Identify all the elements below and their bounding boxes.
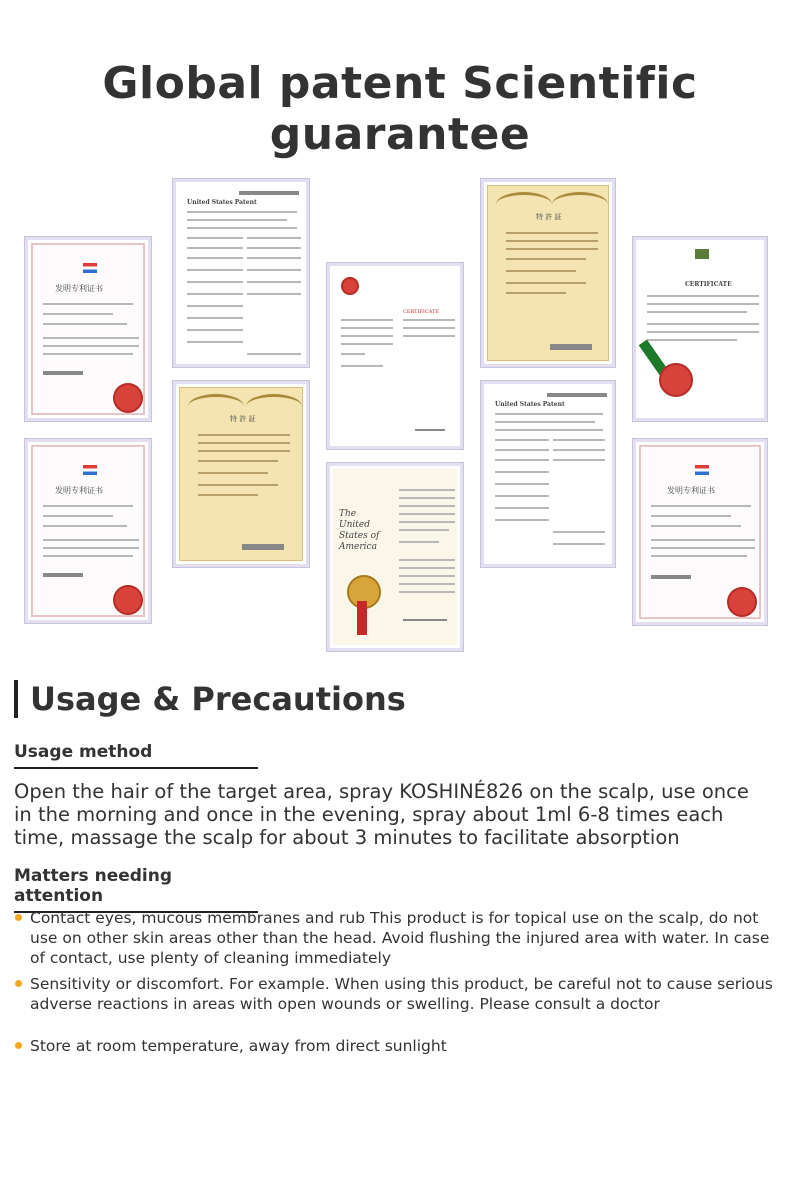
certificate-cn-patent-2 (24, 438, 152, 624)
list-item-text: Sensitivity or discomfort. For example. When using this product, be careful not to cause serious adverse reactions in areas with open wounds or swelling. Please consult a doctor (30, 975, 773, 1013)
certificate-za (632, 236, 768, 422)
certificate-heading: 发明专利证书 (55, 284, 103, 293)
red-seal-icon (659, 363, 693, 397)
certificate-us-patent-2 (480, 380, 616, 568)
certificate-us-america-cover (326, 462, 464, 652)
certificate-heading: The United States of America (339, 509, 380, 552)
list-item-text: Contact eyes, mucous membranes and rub This product is for topical use on the scalp, do not use on other skin areas other than the head. Avoid flushing the injured area with water. In case of contact, use plenty of cleaning immediately (30, 909, 770, 967)
logo-icon (695, 465, 709, 475)
certificate-heading: United States Patent (187, 199, 257, 206)
certificate-jp-patent-1 (480, 178, 616, 368)
certificate-heading: CERTIFICATE (685, 281, 732, 288)
bullet-icon (15, 1042, 22, 1049)
certificate-us-patent-1 (172, 178, 310, 368)
certificate-heading: CERTIFICATE (403, 309, 440, 315)
bullet-icon (15, 914, 22, 921)
logo-icon (341, 277, 359, 295)
certificate-heading: 特 許 証 (230, 415, 256, 423)
usage-method-title: Usage method (14, 742, 258, 769)
certificate-cn-patent-1 (24, 236, 152, 422)
page-title: Global patent Scientific guarantee (102, 58, 698, 160)
list-item (14, 1036, 784, 1056)
usage-method-text: Open the hair of the target area, spray KOSHINÉ826 on the scalp, use once in the morning and once in the evening, spray about 1ml 6-8 times each time, massage the scalp for about 3 minutes to facilitate absorption (14, 780, 749, 849)
attention-title: Matters needing attention (14, 866, 258, 913)
section-title: Usage & Precautions (14, 680, 406, 718)
red-seal-icon (113, 585, 143, 615)
red-seal-icon (113, 383, 143, 413)
certificate-heading: 特 許 証 (536, 213, 562, 221)
red-seal-icon (727, 587, 757, 617)
list-item (14, 974, 784, 1014)
ribbon-icon (357, 601, 367, 635)
logo-icon (83, 263, 97, 273)
certificate-us-patent-cover (326, 262, 464, 450)
certificate-heading: 发明专利证书 (667, 486, 715, 495)
logo-icon (83, 465, 97, 475)
certificate-heading: United States Patent (495, 401, 565, 408)
coat-of-arms-icon (695, 249, 709, 259)
bullet-icon (15, 980, 22, 987)
certificate-jp-patent-2 (172, 380, 310, 568)
certificate-heading: 发明专利证书 (55, 486, 103, 495)
list-item-text: Store at room temperature, away from direct sunlight (30, 1037, 447, 1055)
attention-list (14, 908, 784, 1062)
certificate-cn-patent-3 (632, 438, 768, 626)
list-item (14, 908, 784, 968)
